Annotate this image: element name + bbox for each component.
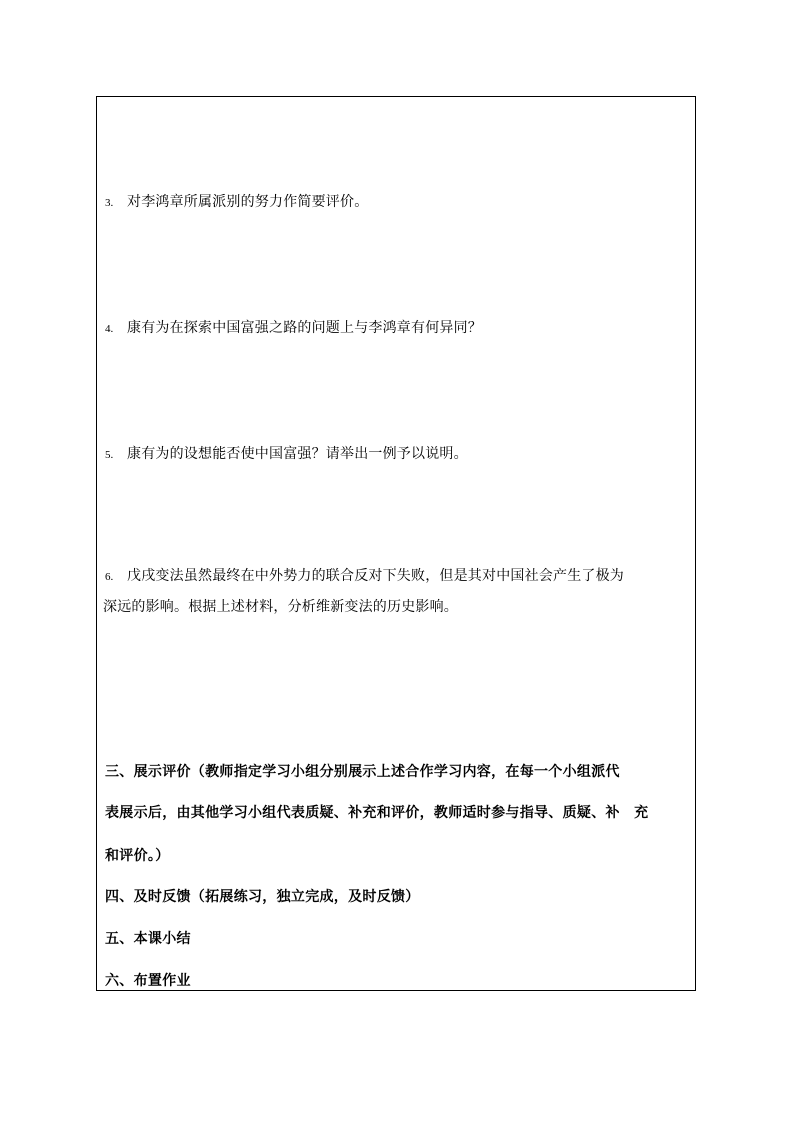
question-text-line1: 戊戌变法虽然最终在中外势力的联合反对下失败，但是其对中国社会产生了极为 bbox=[127, 568, 624, 584]
question-number: 3. bbox=[105, 197, 114, 209]
question-3 bbox=[105, 186, 368, 219]
section-3-line2: 表展示后，由其他学习小组代表质疑、补充和评价，教师适时参与指导、质疑、补 充 bbox=[105, 805, 649, 821]
question-number: 4. bbox=[105, 323, 114, 335]
question-6-continued bbox=[103, 591, 458, 623]
section-3-line3: 和评价。） bbox=[105, 848, 170, 864]
question-4 bbox=[105, 312, 482, 345]
question-text: 康有为在探索中国富强之路的问题上与李鸿章有何异同？ bbox=[127, 320, 482, 336]
section-4-heading: 四、及时反馈（拓展练习，独立完成，及时反馈） bbox=[105, 889, 420, 905]
section-6-heading: 六、布置作业 bbox=[105, 973, 191, 989]
question-6 bbox=[105, 560, 624, 593]
question-number: 6. bbox=[105, 571, 114, 583]
question-text: 康有为的设想能否使中国富强？请举出一例予以说明。 bbox=[127, 446, 468, 462]
question-text-line2: 深远的影响。根据上述材料，分析维新变法的历史影响。 bbox=[103, 599, 458, 615]
question-text: 对李鸿章所属派别的努力作简要评价。 bbox=[127, 194, 369, 210]
table-cell-border bbox=[96, 96, 696, 991]
question-5 bbox=[105, 438, 468, 471]
section-5-heading: 五、本课小结 bbox=[105, 931, 191, 947]
section-3-line1: 三、展示评价（教师指定学习小组分别展示上述合作学习内容，在每一个小组派代 bbox=[105, 764, 620, 780]
question-number: 5. bbox=[105, 449, 114, 461]
